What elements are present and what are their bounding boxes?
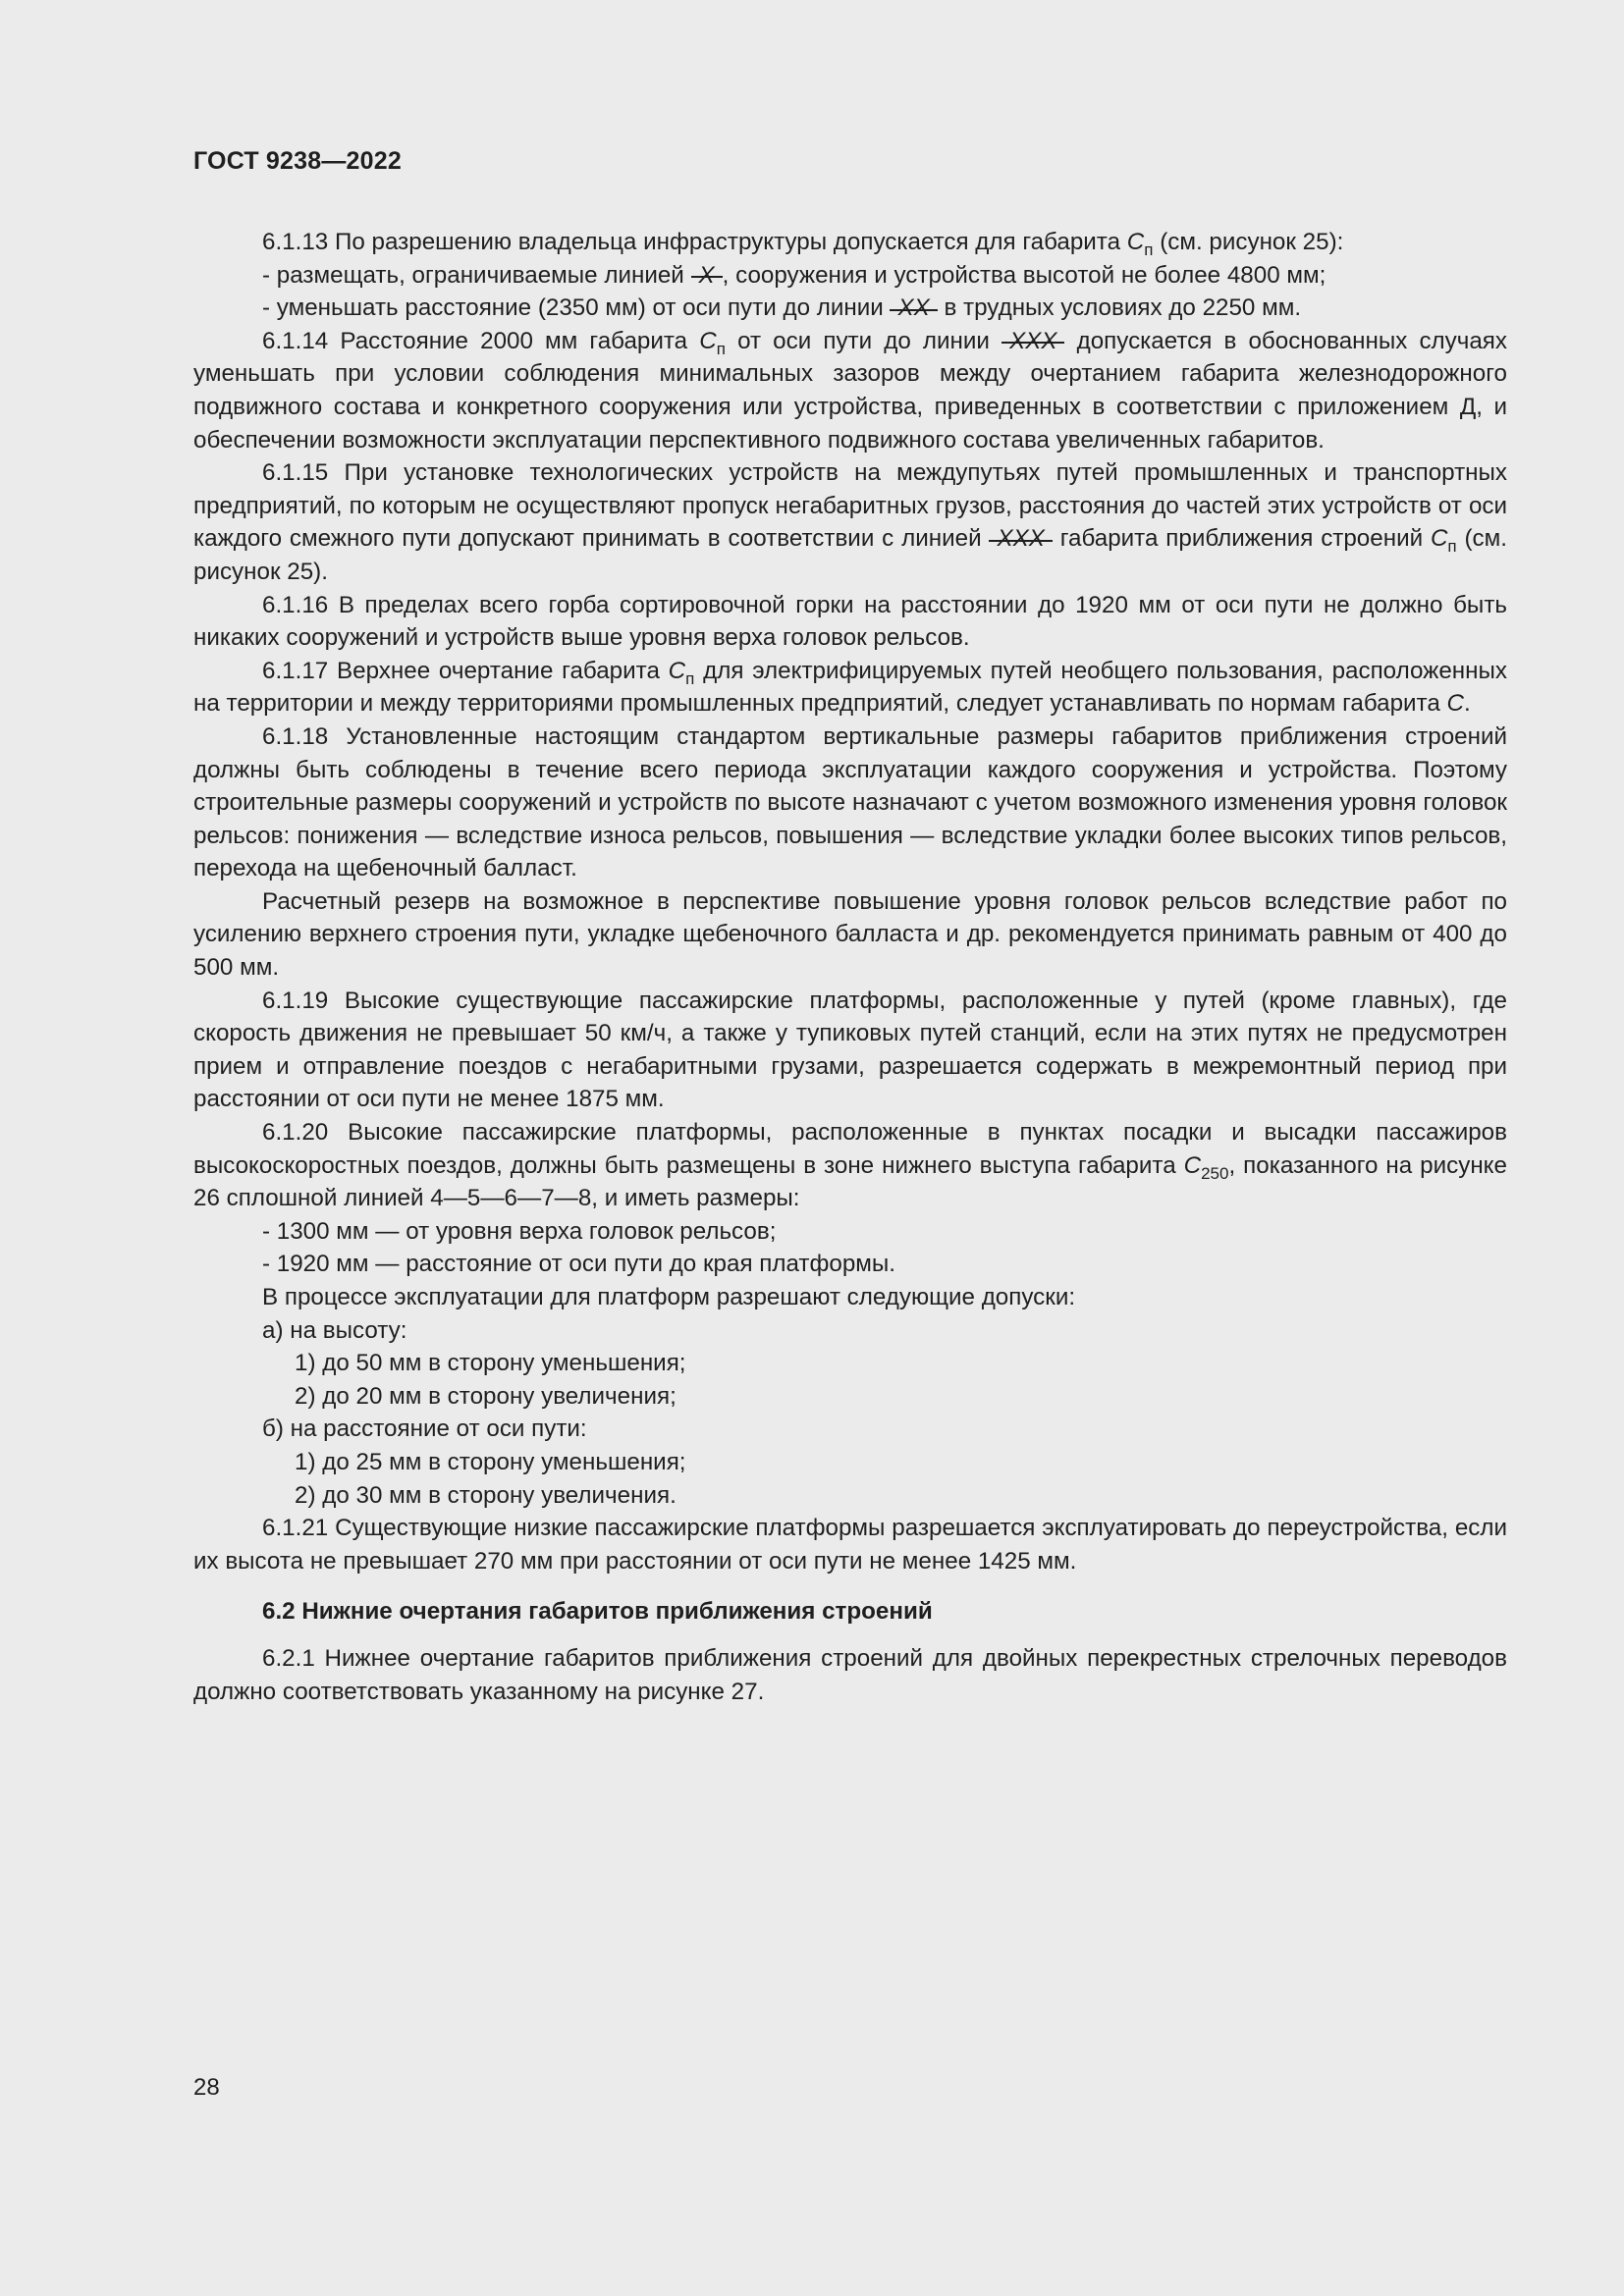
subscript: п <box>716 339 726 358</box>
line-symbol-xx: XX <box>890 296 937 320</box>
paragraph-6-1-19: 6.1.19 Высокие существующие пассажирские платформы, расположенные у путей (кроме главных), где скорость движения не превышает 50 км/ч, а также у тупиковых путей станций, если на этих путях не предусмотрен прием и отправление поездов с негабаритными грузами, разрешается содержать в межремонтный период при расстоянии от оси пути не менее 1875 мм. <box>193 987 1507 1113</box>
text-run: 6.1.13 По разрешению владельца инфраструктуры допускается для габарита <box>262 229 1127 255</box>
paragraph-6-1-14 <box>193 325 1507 456</box>
text-run: - уменьшать расстояние (2350 мм) от оси пути до линии <box>262 294 891 322</box>
list-item <box>193 259 1507 293</box>
list-item: - 1300 мм — от уровня верха головок рельсов; <box>262 1217 777 1245</box>
list-item: В процессе эксплуатации для платформ разрешают следующие допуски: <box>262 1284 1076 1310</box>
symbol-c: С <box>1183 1151 1202 1179</box>
list-item: б) на расстояние от оси пути: <box>262 1415 587 1443</box>
text-run: , показанного на рисунке 26 сплошной линией 4—5—6—7—8, и иметь размеры: <box>193 1151 1507 1212</box>
text-run: от оси пути до линии <box>725 327 1002 354</box>
line-symbol-x: X <box>691 264 723 288</box>
text-run: в трудных условиях до 2250 мм. <box>937 294 1302 322</box>
text-run: 6.1.15 При установке технологических устройств на междупутьях путей промышленных и транспортных предприятий, по которым не осуществляют пропуск негабаритных грузов, расстояния до частей этих устройств от оси каждого смежного пути допускают принимать в соответствии с линией <box>193 459 1507 553</box>
text-run: (см. рисунок 25): <box>1153 229 1344 255</box>
text-run: допускается в обоснованных случаях уменьшать при условии соблюдения минимальных зазоров между очертанием габарита железнодорожного подвижного состава и конкретного сооружения или устройства, приведенных в соответствии с приложением Д, и обеспечении возможности эксплуатации перспективного подвижного состава увеличенных габаритов. <box>193 327 1508 454</box>
text-run: . <box>1464 690 1471 718</box>
subscript: 250 <box>1201 1163 1229 1183</box>
paragraph-reserve: Расчетный резерв на возможное в перспективе повышение уровня головок рельсов вследствие работ по усилению верхнего строения пути, укладке щебеночного балласта и др. рекомендуется принимать равным от 400 до 500 мм. <box>193 887 1507 982</box>
sub-list-item: 1) до 25 мм в сторону уменьшения; <box>295 1448 686 1475</box>
list-item <box>193 292 1507 325</box>
line-symbol-xxx: XXX <box>989 527 1052 551</box>
paragraph-6-1-21: 6.1.21 Существующие низкие пассажирские платформы разрешается эксплуатировать до переустройства, если их высота не превышает 270 мм при расстоянии от оси пути не менее 1425 мм. <box>193 1515 1507 1575</box>
symbol-c: С <box>1126 229 1145 255</box>
text-run: , сооружения и устройства высотой не более 4800 мм; <box>722 261 1326 289</box>
sub-list-item: 2) до 30 мм в сторону увеличения. <box>295 1481 677 1509</box>
paragraph-6-1-20 <box>193 1116 1507 1215</box>
text-run: 6.1.20 Высокие пассажирские платформы, расположенные в пунктах посадки и высадки пассажиров высокоскоростных поездов, должны быть размещены в зоне нижнего выступа габарита <box>193 1119 1507 1179</box>
symbol-c: С <box>668 657 686 684</box>
list-item: а) на высоту: <box>262 1316 407 1344</box>
text-run: габарита приближения строений <box>1052 525 1431 553</box>
subscript: п <box>1144 240 1154 259</box>
symbol-c: С <box>699 327 717 354</box>
paragraph-6-1-15 <box>193 456 1507 588</box>
document-header: ГОСТ 9238—2022 <box>193 147 402 175</box>
symbol-c: С <box>1446 690 1465 718</box>
text-run: - размещать, ограничиваемые линией <box>262 261 691 289</box>
text-run: (см. рисунок 25). <box>193 525 1507 585</box>
paragraph-6-1-17 <box>193 655 1507 721</box>
document-body <box>193 226 1507 1708</box>
paragraph-6-1-16: 6.1.16 В пределах всего горба сортировочной горки на расстоянии до 1920 мм от оси пути не должно быть никаких сооружений и устройств выше уровня верха головок рельсов. <box>193 591 1507 652</box>
text-run: 6.1.14 Расстояние 2000 мм габарита <box>262 327 700 354</box>
section-heading: 6.2 Нижние очертания габаритов приближения строений <box>262 1598 933 1626</box>
paragraph-6-1-13 <box>193 226 1507 259</box>
sub-list-item: 2) до 20 мм в сторону увеличения; <box>295 1382 677 1410</box>
subscript: п <box>685 668 695 688</box>
list-item: - 1920 мм — расстояние от оси пути до края платформы. <box>262 1251 896 1278</box>
paragraph-6-1-18: 6.1.18 Установленные настоящим стандартом вертикальные размеры габаритов приближения строений должны быть соблюдены в течение всего периода эксплуатации каждого сооружения и устройства. Поэтому строительные размеры сооружений и устройств по высоте назначают с учетом возможного изменения уровня головок рельсов: понижения — вследствие износа рельсов, повышения — вследствие укладки более высоких типов рельсов, перехода на щебеночный балласт. <box>193 722 1507 882</box>
text-run: 6.1.17 Верхнее очертание габарита <box>262 657 669 684</box>
subscript: п <box>1447 537 1457 557</box>
sub-list-item: 1) до 50 мм в сторону уменьшения; <box>295 1350 686 1377</box>
page-number: 28 <box>193 2074 220 2101</box>
line-symbol-xxx: XXX <box>1001 330 1064 353</box>
text-run: для электрифицируемых путей необщего пользования, расположенных на территории и между территориями промышленных предприятий, следует устанавливать по нормам габарита <box>193 657 1507 718</box>
symbol-c: С <box>1430 525 1448 553</box>
paragraph-6-2-1: 6.2.1 Нижнее очертание габаритов приближения строений для двойных перекрестных стрелочных переводов должно соответствовать указанному на рисунке 27. <box>193 1644 1507 1705</box>
